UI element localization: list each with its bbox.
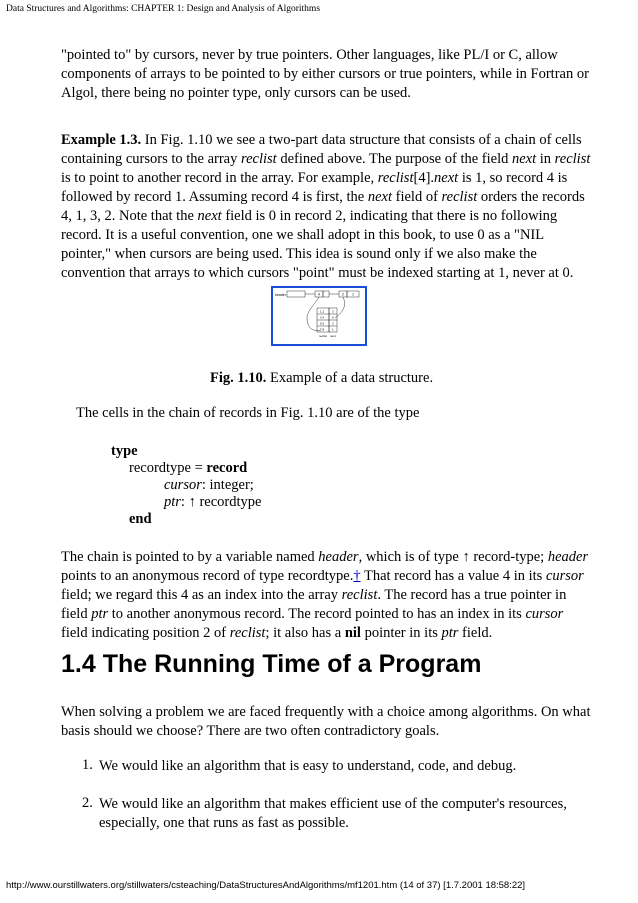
- figure-diagram: [273, 288, 365, 344]
- reclist-label: reclist: [319, 334, 327, 338]
- reclist-cell: 7.8: [320, 327, 325, 332]
- page-footer-url: http://www.ourstillwaters.org/stillwaters/csteaching/DataStructuresAndAlgorithms/mf1201.htm (14 of 37) [1.7.2001 18:58:22]: [6, 880, 526, 891]
- figure-header-label: header: [275, 293, 286, 297]
- page-header: Data Structures and Algorithms: CHAPTER 1: Design and Analysis of Algorithms: [6, 4, 321, 14]
- next-cell: 0: [332, 315, 334, 320]
- reclist-cell: 1.2: [320, 309, 325, 314]
- code-line-ptr: ptr: ↑ recordtype: [164, 494, 262, 510]
- figure-data-structure: [271, 286, 367, 346]
- paragraph-intro: "pointed to" by cursors, never by true pointers. Other languages, like PL/I or C, allow components of arrays to be pointed to by either cursors or true pointers, while in Fortran or Algol, there being no pointer type, only cursors can be used.: [61, 47, 589, 101]
- paragraph-chain: The chain is pointed to by a variable named header, which is of type ↑ record-type; header points to an anonymous record of type recordtype.† That record has a value 4 in its cursor field; we regard this 4 as an index into the array reclist. The record has a true pointer in field ptr to another anonymous record. The record pointed to has an index in its cursor field indicating position 2 of reclist; it also has a nil pointer in its ptr field.: [61, 549, 589, 641]
- example-label: Example 1.3.: [61, 132, 142, 148]
- figure-caption: Fig. 1.10. Example of a data structure.: [210, 370, 434, 386]
- list-item-number: 2.: [82, 795, 93, 811]
- next-cell: 2: [332, 321, 334, 326]
- next-cell: 3: [332, 309, 334, 314]
- code-line-recordtype: recordtype = record: [129, 460, 248, 476]
- paragraph-running-time: When solving a problem we are faced frequently with a choice among algorithms. On what basis should we choose? There are two often contradictory goals.: [61, 704, 591, 739]
- cursor-curve: [307, 297, 321, 331]
- chain-cell-1-ptr: [323, 291, 329, 297]
- chain-cell-label: 4: [318, 292, 320, 297]
- next-cell: 1: [332, 327, 334, 332]
- reclist-cell: 3.4: [320, 315, 325, 320]
- cursor-curve: [335, 297, 345, 318]
- list-item: We would like an algorithm that is easy to understand, code, and debug.: [99, 758, 517, 774]
- code-line-cursor: cursor: integer;: [164, 477, 254, 493]
- reclist-array: [317, 308, 337, 338]
- section-heading: 1.4 The Running Time of a Program: [61, 650, 482, 678]
- paragraph-example: Example 1.3. In Fig. 1.10 we see a two-part data structure that consists of a chain of cells containing cursors to the array reclist defined above. The purpose of the field next in reclist is to point to another record in the array. For example, reclist[4].next is 1, so record 4 is followed by record 1. Assuming record 4 is first, the next field of reclist orders the records 4, 1, 3, 2. Note that the next field is 0 in record 2, indicating that there is no following record. It is a useful convention, one we shall adopt in this book, to use 0 as a "NIL pointer," when cursors are being used. This idea is sound only if we also make the convention that arrays to which cursors "point" must be indexed starting at 1, never at 0.: [61, 132, 591, 281]
- next-label: next: [330, 334, 336, 338]
- reclist-cell: 5.6: [320, 321, 325, 326]
- paragraph-cells: The cells in the chain of records in Fig. 1.10 are of the type: [76, 405, 420, 421]
- header-box: [287, 291, 305, 297]
- list-item-number: 1.: [82, 757, 93, 773]
- list-item: We would like an algorithm that makes efficient use of the computer's resources, especially, one that runs as fast as possible.: [99, 796, 567, 831]
- nil-marker: 1: [352, 292, 354, 297]
- chain-cell-label: 2: [342, 292, 344, 297]
- footnote-link[interactable]: †: [353, 568, 361, 584]
- code-type-keyword: type: [111, 443, 138, 459]
- code-end-keyword: end: [129, 511, 152, 527]
